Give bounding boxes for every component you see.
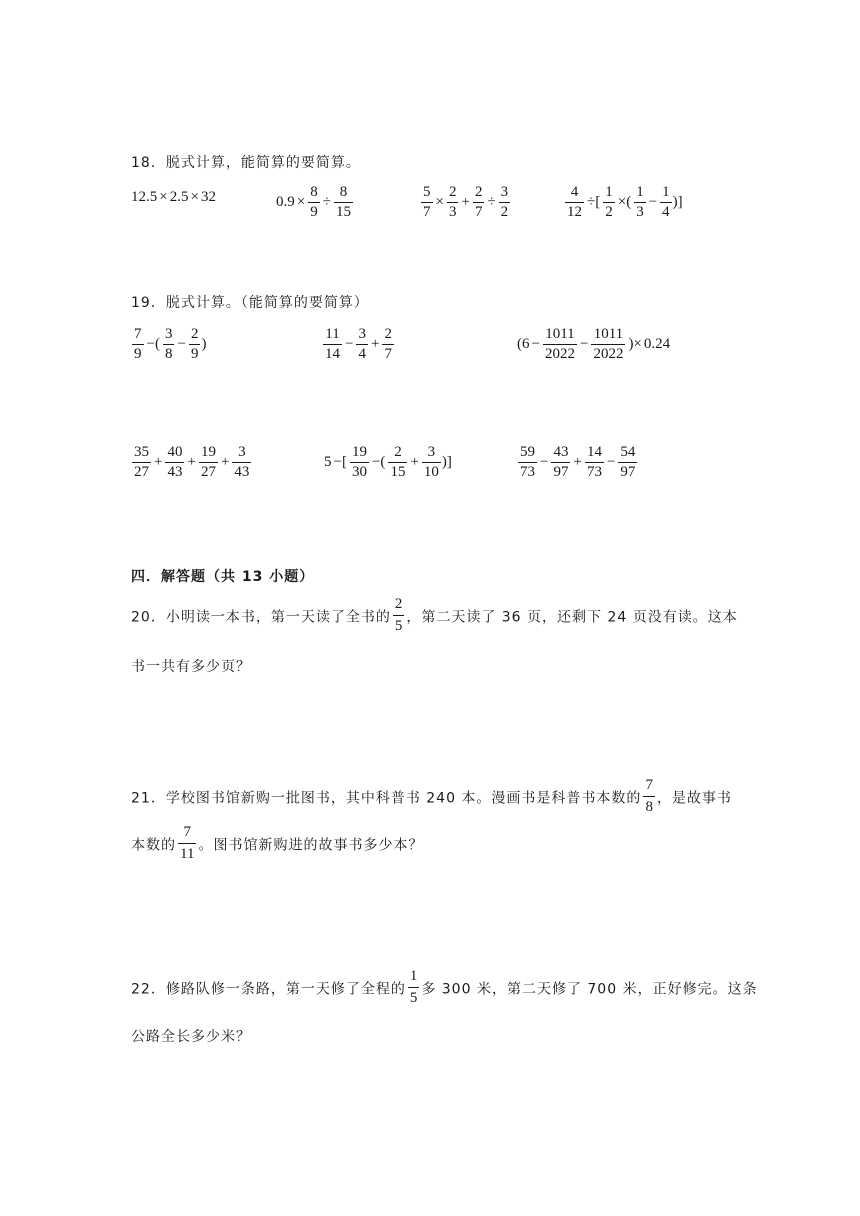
q22-line-1: 22．修路队修一条路，第一天修了全程的 $\frac{1}{5}$ 多 300 米，第二天修了 700 米，正好修完。这条 — [131, 968, 758, 1006]
q19-expr-1: $\frac{7}{9}$ −( $\frac{3}{8}$ − $\frac{2}{9}$ ) — [134, 326, 207, 362]
q18-expr-2: 0.9 × $\frac{8}{9}$ ÷ $\frac{8}{15}$ — [276, 184, 351, 220]
section-heading: 四．解答题（共 13 小题） — [131, 569, 315, 585]
q18-expr-4: $\frac{4}{12}$ ÷[ $\frac{1}{2}$ ×( $\frac{1}{3}$ − $\frac{1}{4}$ )] — [567, 184, 683, 220]
q21-line-2: 本数的 $\frac{7}{11}$ 。图书馆新购进的故事书多少本？ — [131, 824, 424, 862]
q18-title: 18．脱式计算，能简算的要简算。 — [131, 155, 361, 171]
q20-line-2: 书一共有多少页？ — [131, 659, 251, 675]
q19-expr-6: $\frac{59}{73}$ − $\frac{43}{97}$ + $\frac{14}{73}$ − $\frac{54}{97}$ — [520, 444, 636, 480]
q21-line-1: 21．学校图书馆新购一批图书，其中科普书 240 本。漫画书是科普书本数的 $\frac{7}{8}$ ，是故事书 — [131, 777, 732, 815]
q19-expr-4: $\frac{35}{27}$ + $\frac{40}{43}$ + $\frac{19}{27}$ + $\frac{3}{43}$ — [134, 444, 250, 480]
q19-expr-5: 5 −[ $\frac{19}{30}$ −( $\frac{2}{15}$ + $\frac{3}{10}$ )] — [324, 444, 452, 480]
q18-expr-3: $\frac{5}{7}$ × $\frac{2}{3}$ + $\frac{2}{7}$ ÷ $\frac{3}{2}$ — [423, 184, 509, 220]
q20-line-1: 20．小明读一本书，第一天读了全书的 $\frac{2}{5}$ ，第二天读了 36 页，还剩下 24 页没有读。这本 — [131, 596, 738, 634]
q18-expr-1: 12.5 × 2.5 × 32 — [131, 189, 216, 205]
q19-expr-3: ( 6 − $\frac{1011}{2022}$ − $\frac{1011}{2022}$ )× 0.24 — [517, 326, 671, 362]
q19-title: 19．脱式计算。（能简算的要简算） — [131, 295, 369, 311]
q22-line-2: 公路全长多少米？ — [131, 1029, 251, 1045]
q19-expr-2: $\frac{11}{14}$ − $\frac{3}{4}$ + $\frac{2}{7}$ — [325, 326, 392, 362]
